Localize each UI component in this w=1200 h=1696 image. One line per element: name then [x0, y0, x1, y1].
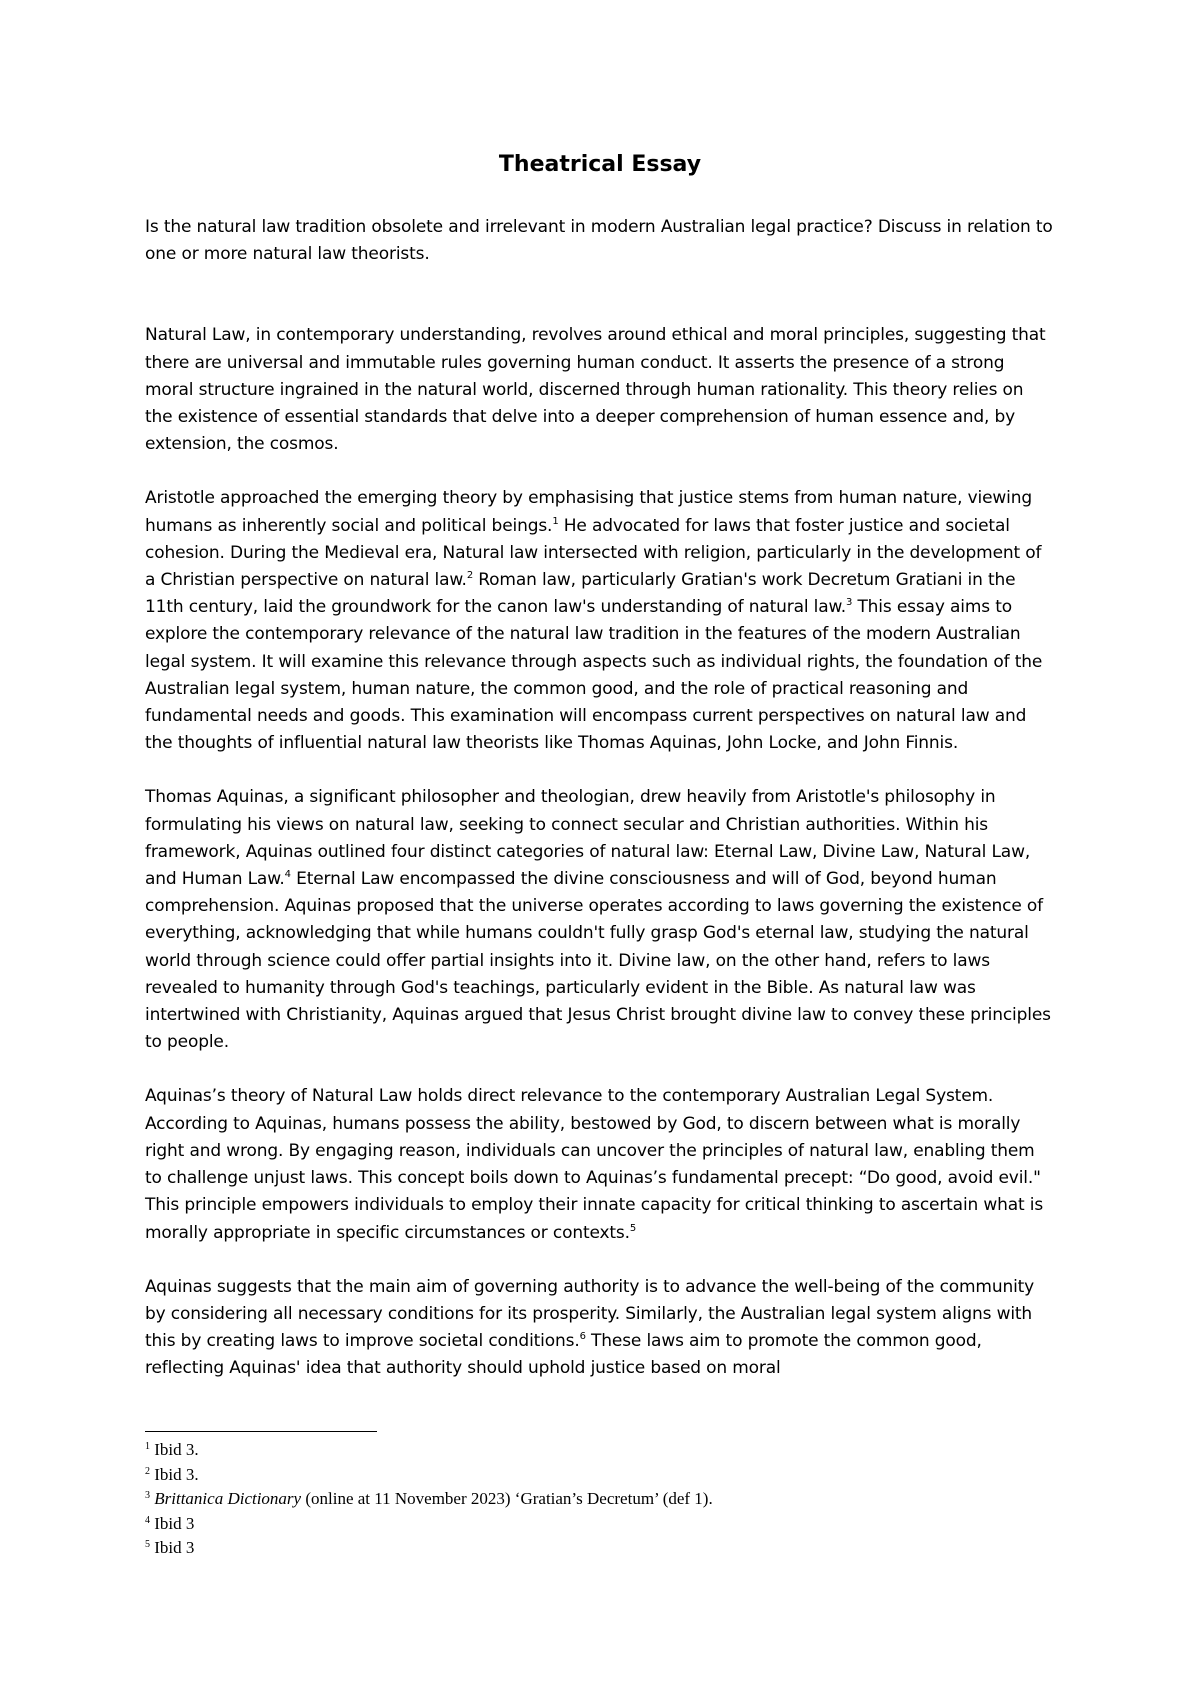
paragraph-4: [145, 1083, 1055, 1246]
footnote-1: [145, 1438, 1045, 1463]
paragraph-text: Roman law, particularly Gratian's work Decretum Gratiani in the 11th century, laid the groundwork for the canon law's understanding of natural law.: [145, 570, 1016, 618]
footnote-number: 5: [145, 1539, 150, 1550]
paragraph-3: [145, 784, 1055, 1056]
footnote-marker[interactable]: 1: [552, 515, 559, 527]
footnote-3: [145, 1487, 1045, 1512]
footnote-text: Ibid 3.: [150, 1464, 199, 1484]
document-title: Theatrical Essay: [498, 152, 702, 177]
paragraph-2: [145, 485, 1055, 757]
paragraph-text: This essay aims to explore the contemporary relevance of the natural law tradition in the features of the modern Australian legal system. It will examine this relevance through aspects such as individual rights, the foundation of the Australian legal system, human nature, the common good, and the role of practical reasoning and fundamental needs and goods. This examination will encompass current perspectives on natural law and the thoughts of influential natural law theorists like Thomas Aquinas, John Locke, and John Finnis.: [145, 597, 1043, 754]
paragraph-5: [145, 1274, 1055, 1383]
footnote-text: Ibid 3.: [150, 1440, 199, 1459]
footnote-number: 1: [145, 1441, 150, 1452]
footnote-marker[interactable]: 3: [845, 597, 853, 609]
paragraph-text: These laws aim to promote the common good, reflecting Aquinas' idea that authority should uphold justice based on moral: [145, 1331, 982, 1379]
footnote-2: [145, 1463, 1045, 1488]
footnote-marker[interactable]: 4: [284, 869, 291, 881]
paragraph-text: Aquinas suggests that the main aim of governing authority is to advance the well-being of the community by considering all necessary conditions for its prosperity. Similarly, the Australian legal system aligns with this by creating laws to improve societal conditions.: [145, 1276, 1035, 1352]
footnote-4: [145, 1512, 1045, 1537]
footnote-marker[interactable]: 6: [579, 1331, 586, 1343]
footnote-number: 3: [145, 1490, 150, 1501]
footnote-separator: [145, 1431, 377, 1432]
document-body: [145, 214, 1055, 1410]
paragraph-1: [145, 322, 1055, 458]
footnote-number: 4: [145, 1514, 150, 1526]
footnote-text: Ibid 3: [150, 1513, 195, 1533]
paragraph-text: Natural Law, in contemporary understanding, revolves around ethical and moral principles, suggesting that there are universal and immutable rules governing human conduct. It asserts the presence of a strong moral structure ingrained in the natural world, discerned through human rationality. This theory relies on the existence of essential standards that delve into a deeper comprehension of human essence and, by extension, the cosmos.: [145, 325, 1046, 455]
paragraph-text: Eternal Law encompassed the divine consciousness and will of God, beyond human comprehension. Aquinas proposed that the universe operates according to laws governing the existence of everything, acknowledging that while humans couldn't fully grasp God's eternal law, studying the natural world through science could offer partial insights into it. Divine law, on the other hand, refers to laws revealed to humanity through God's teachings, particularly evident in the Bible. As natural law was intertwined with Christianity, Aquinas argued that Jesus Christ brought divine law to convey these principles to people.: [145, 869, 1051, 1053]
footnote-5: [145, 1536, 1045, 1561]
paragraph-text: Aquinas’s theory of Natural Law holds direct relevance to the contemporary Australian Legal System. According to Aquinas, humans possess the ability, bestowed by God, to discern between what is morally right and wrong. By engaging reason, individuals can uncover the principles of natural law, enabling them to challenge unjust laws. This concept boils down to Aquinas’s fundamental precept: “Do good, avoid evil." This principle empowers individuals to employ their innate capacity for critical thinking to ascertain what is morally appropriate in specific circumstances or contexts.: [145, 1086, 1044, 1243]
footnote-marker[interactable]: 5: [629, 1222, 637, 1234]
paragraph-text: Aristotle approached the emerging theory by emphasising that justice stems from human nature, viewing humans as inherently social and political beings.: [145, 488, 1032, 536]
paragraph-text: Thomas Aquinas, a significant philosopher and theologian, drew heavily from Aristotle's philosophy in formulating his views on natural law, seeking to connect secular and Christian authorities. Within his framework, Aquinas outlined four distinct categories of natural law: Eternal Law, Divine Law, Natural Law, and Human Law.: [145, 787, 1031, 890]
footnote-text: (online at 11 November 2023) ‘Gratian’s Decretum’ (def 1).: [301, 1489, 713, 1508]
essay-question: Is the natural law tradition obsolete and irrelevant in modern Australian legal practice? Discuss in relation to one or more natural law theorists.: [145, 217, 1053, 265]
footnotes: [145, 1438, 1045, 1561]
paragraph-text: He advocated for laws that foster justice and societal cohesion. During the Medieval era, Natural law intersected with religion, particularly in the development of a Christian perspective on natural law.: [145, 515, 1042, 591]
footnote-text: Ibid 3: [150, 1538, 195, 1557]
footnote-marker[interactable]: 2: [466, 570, 474, 582]
footnote-source-title: Brittanica Dictionary: [154, 1489, 302, 1508]
footnote-number: 2: [145, 1465, 150, 1477]
